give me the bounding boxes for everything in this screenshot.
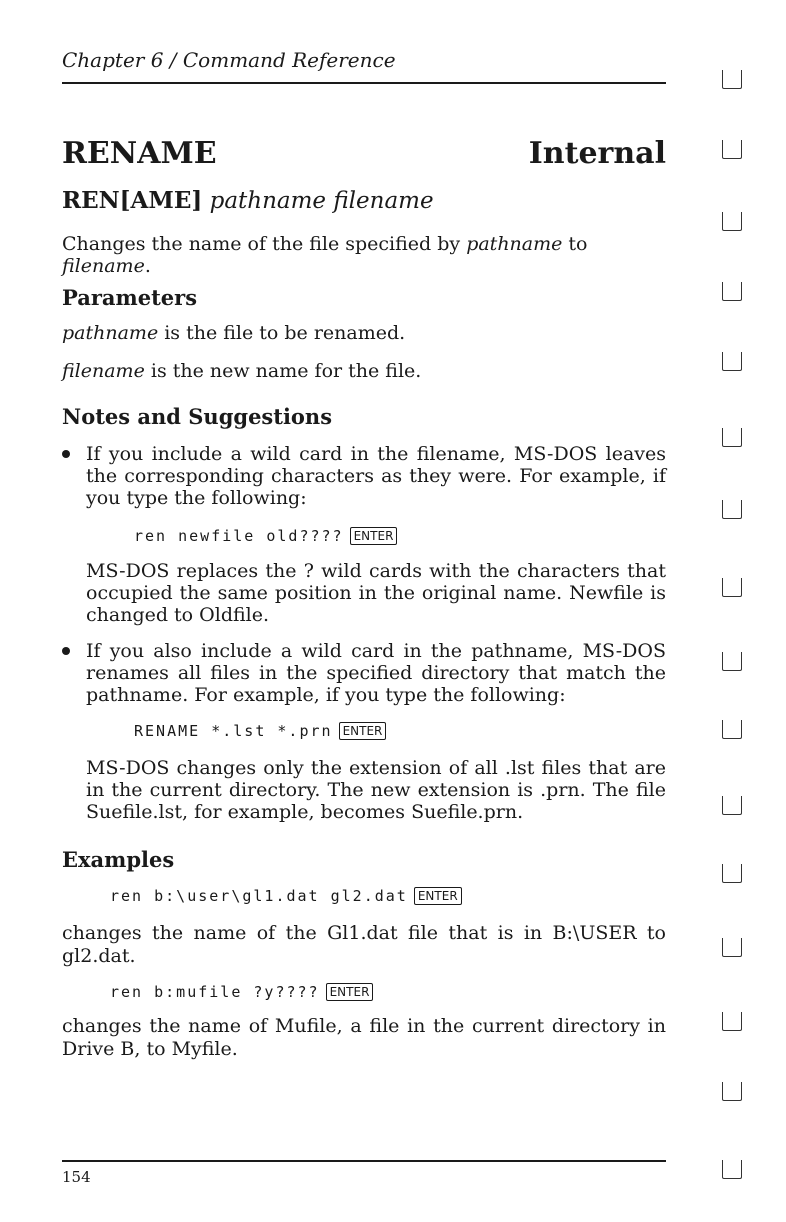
page-number: 154 — [62, 1168, 91, 1186]
binding-hole-mark — [722, 720, 742, 739]
enter-key: ENTER — [339, 722, 387, 740]
desc-mid: to — [562, 233, 588, 255]
parameter-name: filename — [62, 360, 145, 382]
desc-post: . — [144, 255, 151, 277]
desc-arg1: pathname — [466, 233, 563, 255]
binding-margin-marks — [722, 0, 762, 1222]
code-text: ren b:\user\gl1.dat gl2.dat — [110, 887, 408, 905]
command-type: Internal — [528, 136, 666, 171]
binding-hole-mark — [722, 1012, 742, 1031]
binding-hole-mark — [722, 70, 742, 89]
entry-title-row — [62, 136, 666, 171]
binding-hole-mark — [722, 212, 742, 231]
command-description — [62, 233, 666, 277]
parameter-text: is the new name for the file. — [144, 360, 422, 382]
binding-hole-mark — [722, 140, 742, 159]
binding-hole-mark — [722, 500, 742, 519]
parameter-text: is the file to be renamed. — [158, 322, 406, 344]
parameter-item — [62, 322, 405, 345]
binding-hole-mark — [722, 428, 742, 447]
running-head: Chapter 6 / Command Reference — [62, 48, 396, 72]
binding-hole-mark — [722, 652, 742, 671]
code-example — [134, 527, 397, 545]
parameter-item — [62, 360, 421, 383]
header-rule — [62, 82, 666, 84]
command-syntax — [62, 187, 434, 214]
footer-rule — [62, 1160, 666, 1162]
example-description: changes the name of Mufile, a file in the current directory in Drive B, to Myfile. — [62, 1015, 666, 1060]
examples-heading: Examples — [62, 847, 175, 872]
desc-pre: Changes the name of the file specified by — [62, 233, 467, 255]
syntax-command: REN[AME] — [62, 187, 203, 214]
code-text: RENAME *.lst *.prn — [134, 722, 333, 740]
note-bullet — [62, 640, 666, 706]
code-text: ren newfile old???? — [134, 527, 344, 545]
binding-hole-mark — [722, 352, 742, 371]
command-title: RENAME — [62, 136, 217, 171]
binding-hole-mark — [722, 282, 742, 301]
code-text: ren b:mufile ?y???? — [110, 983, 320, 1001]
enter-key: ENTER — [326, 983, 374, 1001]
note-followup — [62, 560, 666, 626]
note-bullet — [62, 443, 666, 509]
parameters-heading: Parameters — [62, 285, 198, 310]
note-text: If you include a wild card in the filename, MS-DOS leaves the corresponding characters as they were. For example, if you type the following: — [86, 443, 666, 509]
desc-arg2: filename — [62, 255, 145, 277]
binding-hole-mark — [722, 1160, 742, 1179]
bullet-dot — [62, 450, 70, 458]
syntax-args: pathname filename — [209, 188, 434, 214]
code-example — [110, 887, 462, 905]
code-example — [110, 983, 373, 1001]
enter-key: ENTER — [414, 887, 462, 905]
note-text: If you also include a wild card in the pathname, MS-DOS renames all files in the specified directory that match the pathname. For example, if you type the following: — [86, 640, 666, 706]
notes-heading: Notes and Suggestions — [62, 404, 333, 429]
binding-hole-mark — [722, 796, 742, 815]
note-followup — [62, 757, 666, 823]
binding-hole-mark — [722, 578, 742, 597]
parameter-name: pathname — [62, 322, 159, 344]
enter-key: ENTER — [350, 527, 398, 545]
binding-hole-mark — [722, 864, 742, 883]
binding-hole-mark — [722, 1082, 742, 1101]
note-followup-text: MS-DOS changes only the extension of all .lst files that are in the current directory. The new extension is .prn. The file Suefile.lst, for example, becomes Suefile.prn. — [86, 757, 666, 823]
note-followup-text: MS-DOS replaces the ? wild cards with the characters that occupied the same position in the original name. Newfile is changed to Oldfile. — [86, 560, 666, 626]
example-description: changes the name of the Gl1.dat file that is in B:\USER to gl2.dat. — [62, 922, 666, 967]
code-example — [134, 722, 386, 740]
bullet-dot — [62, 647, 70, 655]
binding-hole-mark — [722, 938, 742, 957]
